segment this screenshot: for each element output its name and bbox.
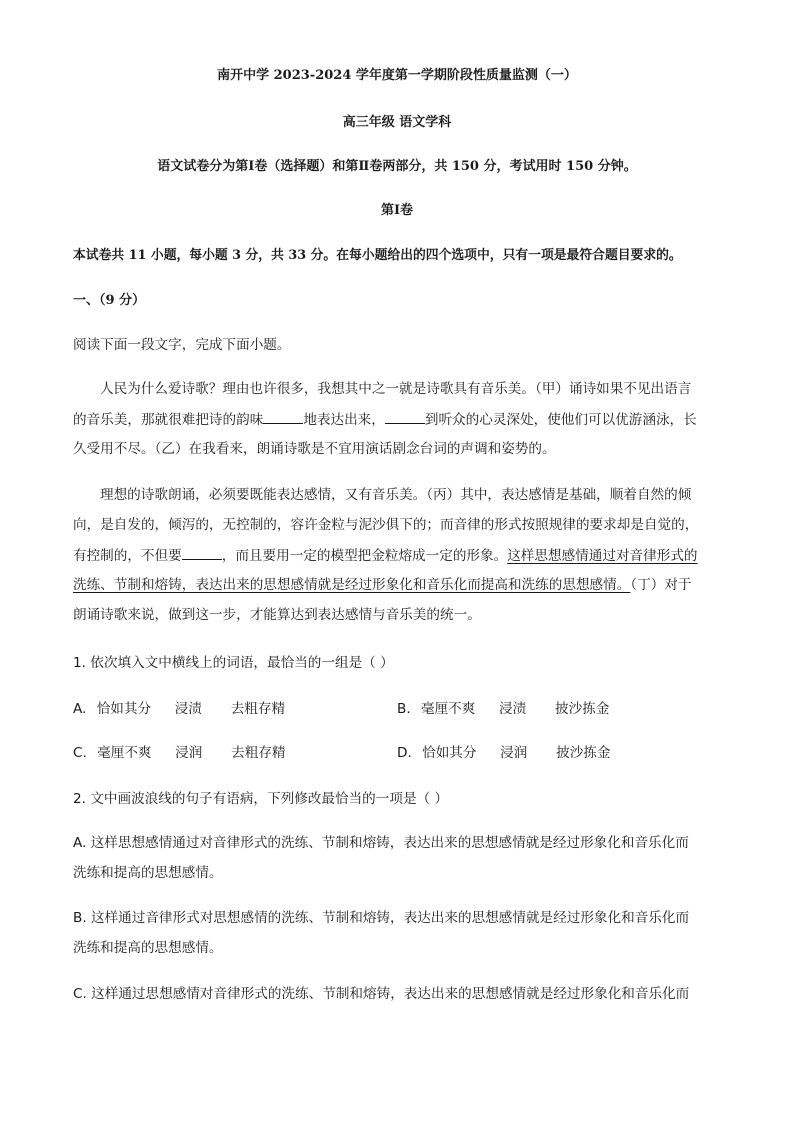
section-heading: 一、（9 分） <box>73 293 146 308</box>
passage-text: 到听众的心灵深处，使他们可以优游涵泳，长 <box>424 412 697 428</box>
grade-subject: 高三年级 语文学科 <box>342 115 452 130</box>
question-1-stem: 1. 依次填入文中横线上的词语，最恰当的一组是（ ） <box>73 655 394 671</box>
exam-title: 南开中学 2023-2024 学年度第一学期阶段性质量监测（一） <box>217 68 577 83</box>
exam-note: 语文试卷分为第Ⅰ卷（选择题）和第Ⅱ卷两部分，共 150 分，考试用时 150 分钟。 <box>157 159 637 174</box>
option-label: B. <box>397 701 411 717</box>
fill-blank-3 <box>182 546 222 560</box>
q2-option-c-line1: C. 这样通过思想感情对音律形式的洗练、节制和熔铸，表达出来的思想感情就是经过形象化和音乐化而 <box>73 986 690 1002</box>
q2-option-a-line2: 洗练和提高的思想感情。 <box>73 865 223 881</box>
option-word: 去粗存精 <box>230 701 286 717</box>
question-2-stem: 2. 文中画波浪线的句子有语病，下列修改最恰当的一项是（ ） <box>73 791 449 807</box>
option-label: C. <box>73 745 87 761</box>
passage-p2-line3 <box>73 546 698 565</box>
option-label: D. <box>397 745 412 761</box>
q2-option-b-line2: 洗练和提高的思想感情。 <box>73 940 223 956</box>
option-word: 浸润 <box>175 745 203 761</box>
passage-text: 地表达出来， <box>303 412 385 428</box>
passage-text: （丁）对于 <box>630 577 692 593</box>
q1-option-a <box>73 700 285 718</box>
wavy-underlined-sentence: 这样思想感情通过对音律形式的 <box>507 548 698 564</box>
q2-option-a-line1: A. 这样思想感情通过对音律形式的洗练、节制和熔铸，表达出来的思想感情就是经过形象化和音乐化而 <box>73 835 689 851</box>
passage-text: ，而且要用一定的模型把金粒熔成一定的形象。 <box>221 548 508 564</box>
passage-p2-line1: 理想的诗歌朗诵，必须要既能表达感情，又有音乐美。（丙）其中，表达感情是基础，顺着自然的倾 <box>100 487 692 503</box>
option-word: 毫厘不爽 <box>420 701 476 717</box>
passage-p1-line2 <box>73 410 697 429</box>
q2-option-b-line1: B. 这样通过音律形式对思想感情的洗练、节制和熔铸，表达出来的思想感情就是经过形象化和音乐化而 <box>73 910 690 926</box>
option-word: 恰如其分 <box>422 745 477 761</box>
volume-heading: 第Ⅰ卷 <box>380 203 414 218</box>
volume-instructions: 本试卷共 11 小题，每小题 3 分，共 33 分。在每小题给出的四个选项中，只有一项是最符合题目要求的。 <box>73 248 682 263</box>
fill-blank-1 <box>263 410 303 424</box>
passage-p2-line4 <box>73 576 692 594</box>
passage-p1-line3: 久受用不尽。（乙）在我看来，朗诵诗歌是不宜用演话剧念台词的声调和姿势的。 <box>73 441 556 457</box>
passage-text: 的音乐美，那就很难把诗的韵味 <box>73 412 264 428</box>
q1-option-c <box>73 744 286 762</box>
passage-text: 有控制的，不但要 <box>73 548 182 564</box>
reading-prompt: 阅读下面一段文字，完成下面小题。 <box>73 337 291 353</box>
wavy-underlined-sentence: 洗练、节制和熔铸，表达出来的思想感情就是经过形象化和音乐化而提高和洗练的思想感情。 <box>73 577 631 593</box>
option-word: 披沙拣金 <box>554 701 610 717</box>
fill-blank-2 <box>385 410 425 424</box>
q1-option-b <box>397 700 609 718</box>
option-word: 恰如其分 <box>96 701 152 717</box>
passage-p1-line1: 人民为什么爱诗歌？理由也许很多，我想其中之一就是诗歌具有音乐美。（甲）诵诗如果不见出语言 <box>100 381 692 397</box>
option-word: 毫厘不爽 <box>97 745 152 761</box>
passage-p2-line5: 朗诵诗歌来说，做到这一步，才能算达到表达感情与音乐美的统一。 <box>73 607 481 623</box>
option-word: 浸渍 <box>498 701 527 717</box>
option-word: 去粗存精 <box>231 745 286 761</box>
q1-option-d <box>397 744 611 762</box>
passage-p2-line2: 向，是自发的，倾泻的，无控制的，容许金粒与泥沙俱下的；而音律的形式按照规律的要求却是自觉的， <box>73 517 699 533</box>
option-word: 披沙拣金 <box>556 745 611 761</box>
option-word: 浸渍 <box>174 701 202 717</box>
option-word: 浸润 <box>500 745 528 761</box>
option-label: A. <box>73 701 87 717</box>
